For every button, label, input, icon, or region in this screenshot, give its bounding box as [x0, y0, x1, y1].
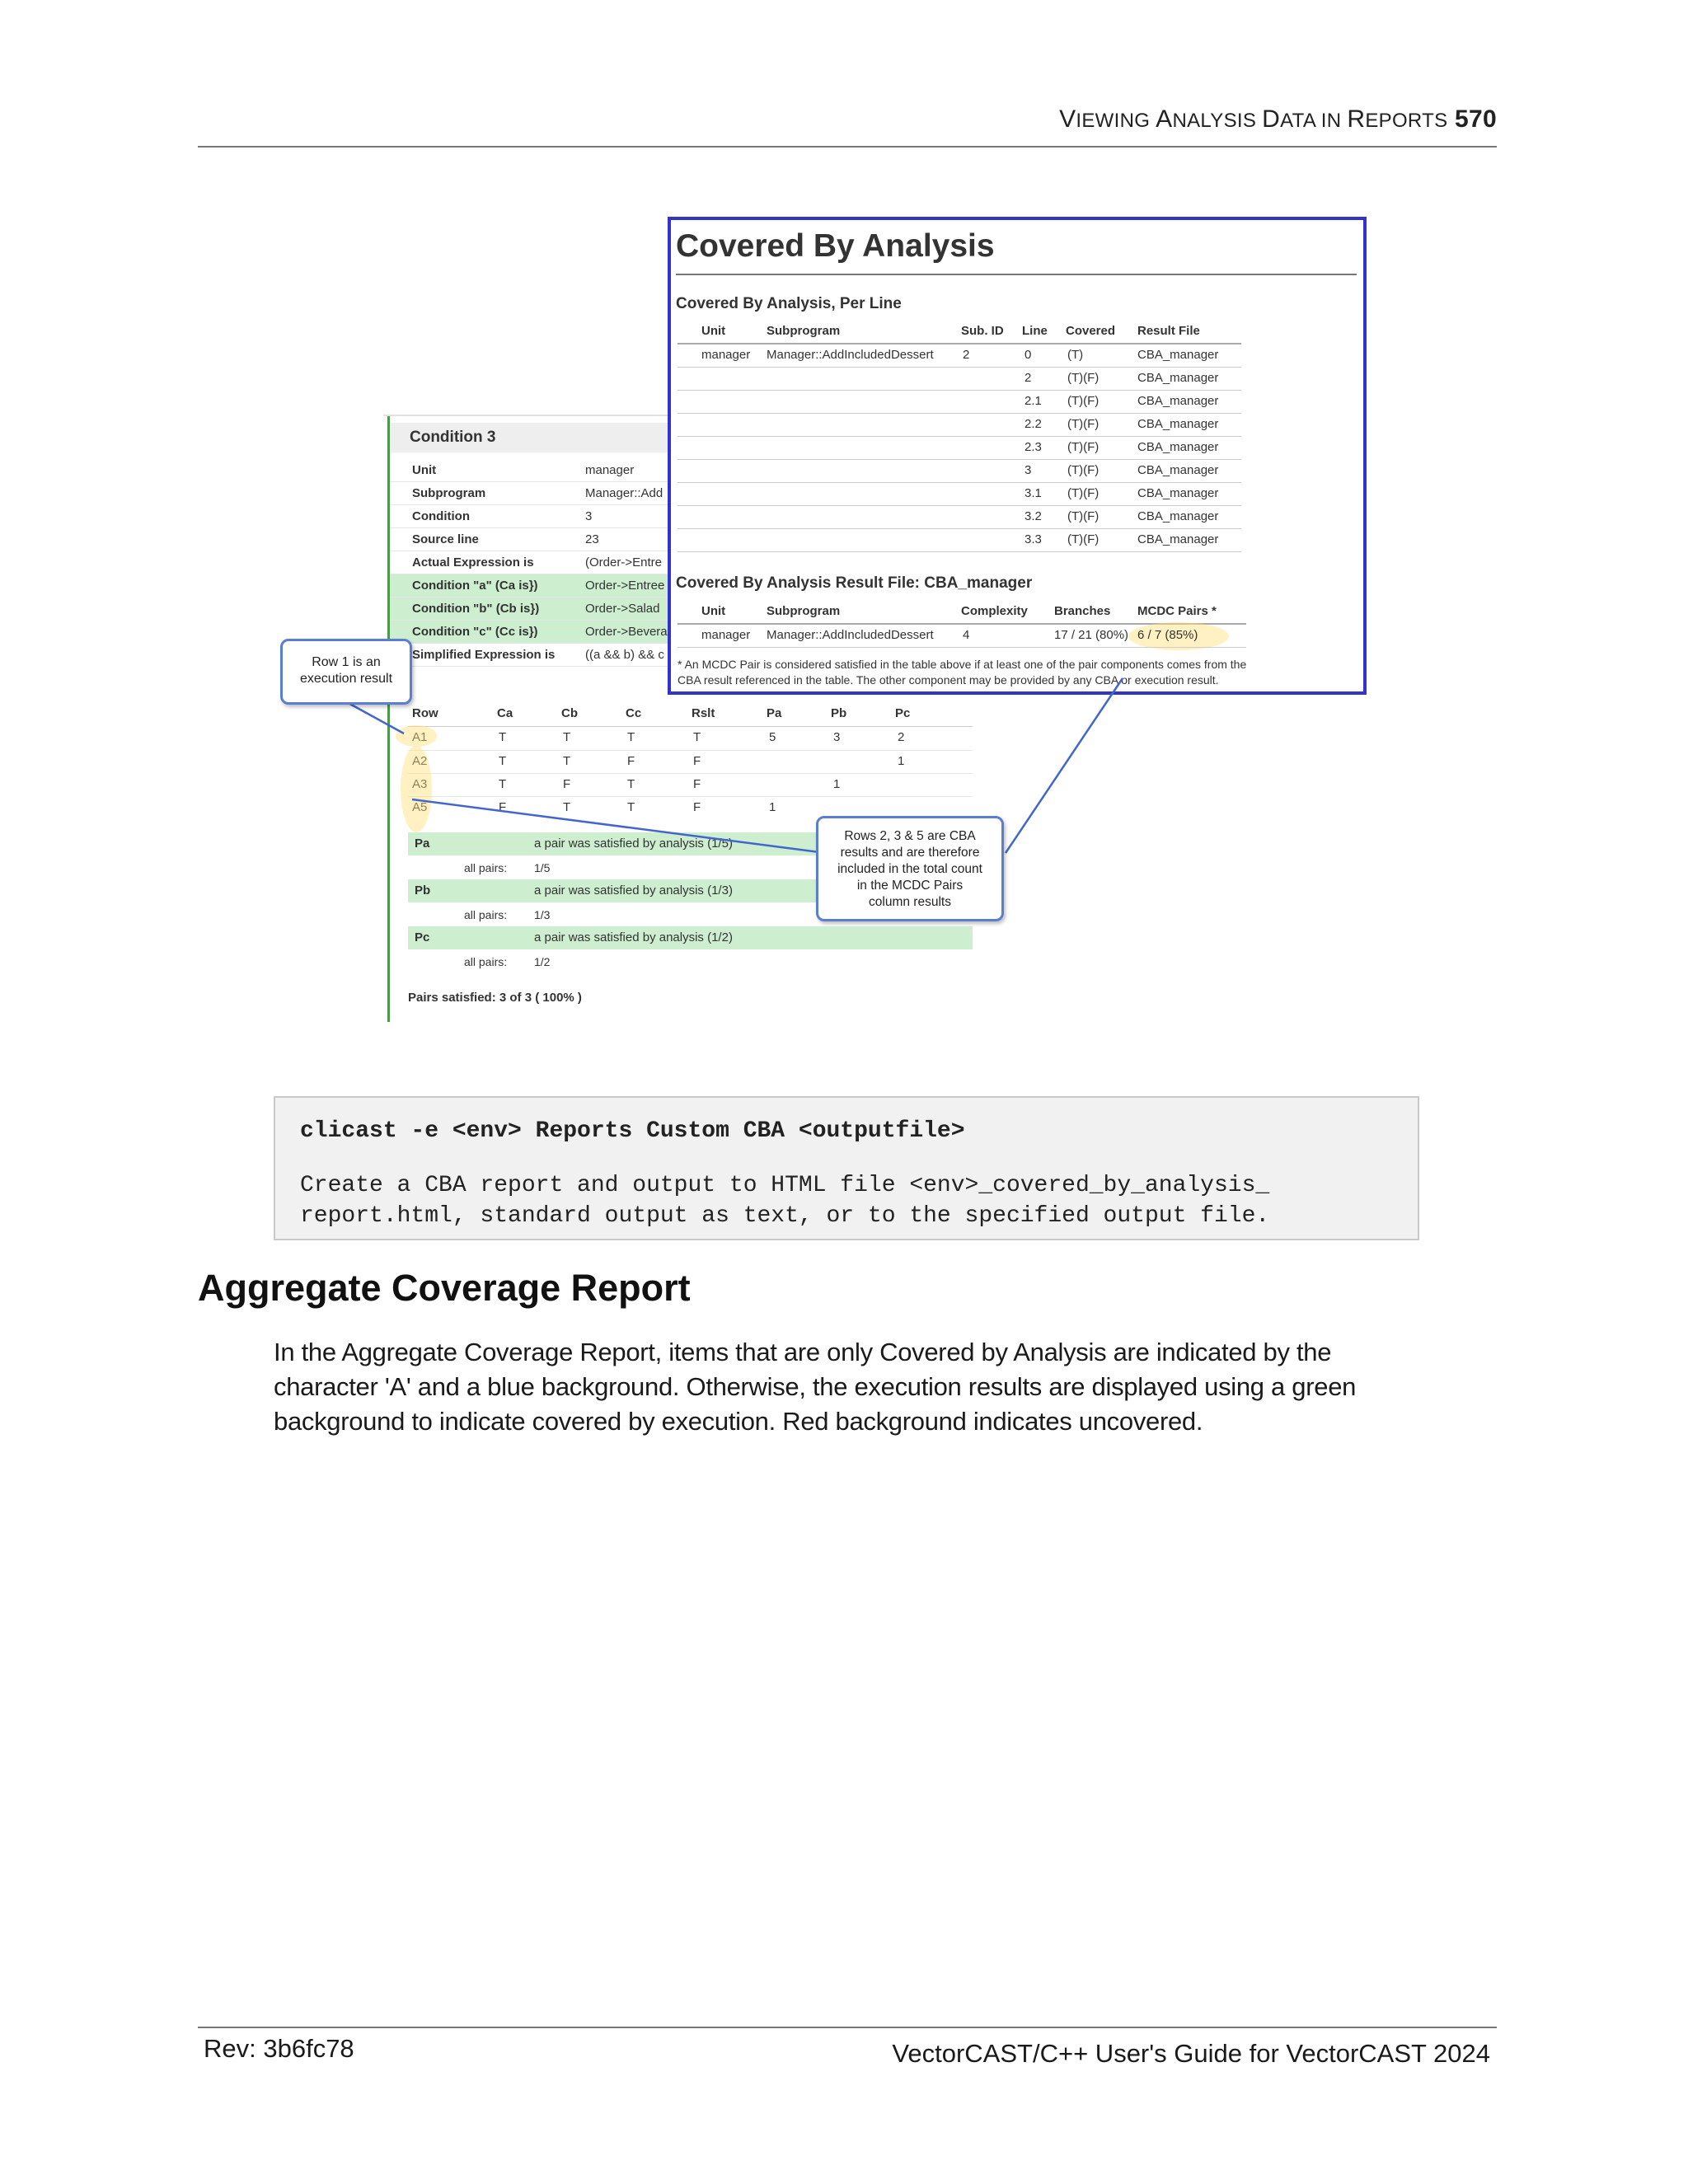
- tt-header: Pb: [831, 706, 847, 720]
- tt-cell: F: [693, 777, 701, 791]
- tt-header: Ca: [497, 706, 513, 720]
- tt-header: Cc: [626, 706, 642, 720]
- result-file-title: Covered By Analysis Result File: CBA_manager: [676, 574, 1033, 592]
- row-key: Subprogram: [412, 486, 486, 500]
- page-number: 570: [1455, 105, 1497, 133]
- result-cell: 4: [963, 628, 970, 642]
- per-line-covered: (T)(F): [1067, 509, 1100, 523]
- result-header: Subprogram: [767, 604, 841, 618]
- all-pairs-value: 1/5: [534, 861, 551, 874]
- row-value: Manager::Add: [585, 486, 663, 500]
- running-header: [1059, 105, 1497, 134]
- command-description-line: report.html, standard output as text, or to the specified output file.: [300, 1203, 1270, 1229]
- per-line-covered: (T)(F): [1067, 486, 1100, 500]
- pairs-satisfied: Pairs satisfied: 3 of 3 ( 100% ): [408, 991, 582, 1005]
- tt-cell: F: [693, 754, 701, 768]
- command-description-line: Create a CBA report and output to HTML file <env>_covered_by_analysis_: [300, 1173, 1270, 1198]
- header-text: V: [1059, 105, 1076, 133]
- tt-cell: 1: [898, 754, 905, 768]
- command-description: [300, 1170, 1269, 1231]
- per-line-file: CBA_manager: [1137, 440, 1219, 454]
- body-paragraph: [274, 1335, 1444, 1439]
- tt-cell: 2: [898, 730, 905, 744]
- row-key: Source line: [412, 532, 479, 546]
- row-key: Condition: [412, 509, 470, 523]
- result-header: Branches: [1054, 604, 1111, 618]
- per-line-header: Subprogram: [767, 324, 841, 338]
- result-cell: manager: [701, 628, 751, 642]
- tt-cell: F: [499, 800, 507, 814]
- row-key: Condition "a" (Ca is}): [412, 579, 538, 593]
- per-line-header: Unit: [701, 324, 726, 338]
- all-pairs-label: all pairs:: [464, 955, 508, 968]
- callout-row1: [280, 639, 412, 705]
- per-line-line: 2: [1025, 371, 1032, 385]
- tt-cell: T: [627, 800, 635, 814]
- tt-cell: 1: [769, 800, 776, 814]
- per-line-line: 3.3: [1025, 532, 1042, 546]
- header-text: NALYSIS: [1172, 110, 1263, 132]
- header-text: EPORTS: [1365, 110, 1448, 132]
- per-line-file: CBA_manager: [1137, 532, 1219, 546]
- per-line-file: CBA_manager: [1137, 509, 1219, 523]
- footer-guide-title: VectorCAST/C++ User's Guide for VectorCAST 2024: [892, 2039, 1490, 2068]
- result-cell: 17 / 21 (80%): [1054, 628, 1129, 642]
- pair-desc: a pair was satisfied by analysis (1/5): [534, 837, 733, 851]
- per-line-line: 2.3: [1025, 440, 1042, 454]
- command-box: [274, 1096, 1419, 1240]
- tt-cell: T: [499, 777, 507, 791]
- tt-cell: T: [627, 777, 635, 791]
- header-text: A: [1156, 105, 1173, 133]
- row-value: manager: [585, 463, 635, 477]
- all-pairs-label: all pairs:: [464, 861, 508, 874]
- tt-cell: F: [563, 777, 571, 791]
- connector-mcdc: [1006, 678, 1123, 853]
- per-line-file: CBA_manager: [1137, 463, 1219, 477]
- row-value: Order->Entree: [585, 579, 665, 593]
- row-value: (Order->Entre: [585, 555, 662, 569]
- per-line-title: Covered By Analysis, Per Line: [676, 295, 902, 312]
- all-pairs-label: all pairs:: [464, 908, 508, 921]
- pair-desc: a pair was satisfied by analysis (1/2): [534, 930, 733, 944]
- per-line-covered: (T)(F): [1067, 394, 1100, 408]
- per-line-covered: (T)(F): [1067, 463, 1100, 477]
- result-cell: Manager::AddIncludedDessert: [767, 628, 934, 642]
- footer-rule: [198, 2027, 1497, 2028]
- row-key: Actual Expression is: [412, 555, 534, 569]
- paragraph-line: background to indicate covered by execution. Red background indicates uncovered.: [274, 1407, 1203, 1436]
- row-value: Order->Salad: [585, 602, 660, 616]
- header-text: R: [1347, 105, 1366, 133]
- header-text: ATA IN: [1280, 110, 1348, 132]
- tt-cell: A3: [412, 777, 428, 791]
- row-value: 3: [585, 509, 593, 523]
- per-line-file: CBA_manager: [1137, 486, 1219, 500]
- paragraph-line: In the Aggregate Coverage Report, items that are only Covered by Analysis are indicated by the: [274, 1338, 1332, 1366]
- per-line-subid: 2: [963, 348, 970, 362]
- per-line-header: Sub. ID: [961, 324, 1004, 338]
- row-key: Unit: [412, 463, 437, 477]
- per-line-covered: (T)(F): [1067, 532, 1100, 546]
- per-line-header: Result File: [1137, 324, 1200, 338]
- tt-cell: F: [693, 800, 701, 814]
- callout-rows235: [816, 816, 1004, 921]
- tt-header: Rslt: [692, 706, 715, 720]
- row-key: Simplified Expression is: [412, 648, 556, 662]
- connector-rows235: [412, 799, 826, 853]
- tt-cell: A5: [412, 800, 428, 814]
- cba-note-line: * An MCDC Pair is considered satisfied in the table above if at least one of the pair components comes from the: [678, 658, 1247, 671]
- tt-cell: 3: [833, 730, 841, 744]
- cba-title: Covered By Analysis: [676, 228, 995, 264]
- tt-cell: 5: [769, 730, 776, 744]
- per-line-file: CBA_manager: [1137, 348, 1219, 362]
- row-key: Condition "b" (Cb is}): [412, 602, 540, 616]
- cba-note-line: CBA result referenced in the table. The other component may be provided by any CBA or execution result.: [678, 673, 1219, 687]
- tt-cell: A1: [412, 730, 428, 744]
- tt-cell: T: [627, 730, 635, 744]
- footer-revision: Rev: 3b6fc78: [204, 2034, 354, 2063]
- tt-header: Cb: [561, 706, 578, 720]
- pair-desc: a pair was satisfied by analysis (1/3): [534, 883, 733, 898]
- per-line-covered: (T)(F): [1067, 440, 1100, 454]
- result-cell-mcdc: 6 / 7 (85%): [1137, 628, 1198, 642]
- row-value: 23: [585, 532, 599, 546]
- pair-name: Pb: [415, 883, 431, 898]
- row-value: Order->Bevera: [585, 625, 668, 639]
- pair-name: Pc: [415, 930, 430, 944]
- result-header: MCDC Pairs *: [1137, 604, 1217, 618]
- callout-line: Rows 2, 3 & 5 are CBA: [844, 829, 976, 843]
- header-text: IEWING: [1076, 110, 1156, 132]
- callout-line: results and are therefore: [840, 846, 980, 860]
- command-syntax: clicast -e <env> Reports Custom CBA <outputfile>: [300, 1118, 965, 1144]
- per-line-file: CBA_manager: [1137, 394, 1219, 408]
- tt-header: Pc: [895, 706, 911, 720]
- tt-header: Row: [412, 706, 438, 720]
- per-line-header: Line: [1022, 324, 1048, 338]
- per-line-covered: (T): [1067, 348, 1084, 362]
- per-line-line: 3.2: [1025, 509, 1042, 523]
- per-line-covered: (T)(F): [1067, 417, 1100, 431]
- per-line-line: 0: [1025, 348, 1032, 362]
- per-line-line: 2.2: [1025, 417, 1042, 431]
- tt-cell: 1: [833, 777, 841, 791]
- paragraph-line: character 'A' and a blue background. Otherwise, the execution results are displayed using a green: [274, 1372, 1357, 1401]
- per-line-line: 2.1: [1025, 394, 1042, 408]
- tt-cell: T: [499, 754, 507, 768]
- tt-header: Pa: [767, 706, 782, 720]
- callout-line: in the MCDC Pairs: [856, 879, 964, 893]
- condition-title: Condition 3: [390, 423, 983, 452]
- callout-line: execution result: [299, 672, 393, 686]
- header-rule: [198, 146, 1497, 148]
- row-key: Condition "c" (Cc is}): [412, 625, 538, 639]
- all-pairs-value: 1/2: [534, 955, 551, 968]
- callout-line: included in the total count: [837, 862, 982, 876]
- per-line-file: CBA_manager: [1137, 371, 1219, 385]
- per-line-unit: manager: [701, 348, 751, 362]
- tt-cell: T: [563, 730, 571, 744]
- callout-line: column results: [869, 895, 951, 909]
- per-line-file: CBA_manager: [1137, 417, 1219, 431]
- per-line-line: 3.1: [1025, 486, 1042, 500]
- tt-cell: T: [499, 730, 507, 744]
- all-pairs-value: 1/3: [534, 908, 551, 921]
- header-text: D: [1262, 105, 1281, 133]
- tt-cell: F: [627, 754, 635, 768]
- tt-cell: T: [563, 754, 571, 768]
- per-line-header: Covered: [1066, 324, 1116, 338]
- row-value: ((a && b) && c: [585, 648, 664, 662]
- tt-cell: T: [693, 730, 701, 744]
- result-header: Unit: [701, 604, 726, 618]
- per-line-subprogram: Manager::AddIncludedDessert: [767, 348, 934, 362]
- tt-cell: A2: [412, 754, 428, 768]
- callout-line: Row 1 is an: [312, 655, 381, 669]
- report-figure: [280, 210, 1368, 1022]
- pair-name: Pa: [415, 837, 430, 851]
- per-line-covered: (T)(F): [1067, 371, 1100, 385]
- result-header: Complexity: [961, 604, 1028, 618]
- per-line-line: 3: [1025, 463, 1032, 477]
- section-heading: Aggregate Coverage Report: [198, 1267, 691, 1309]
- tt-cell: T: [563, 800, 571, 814]
